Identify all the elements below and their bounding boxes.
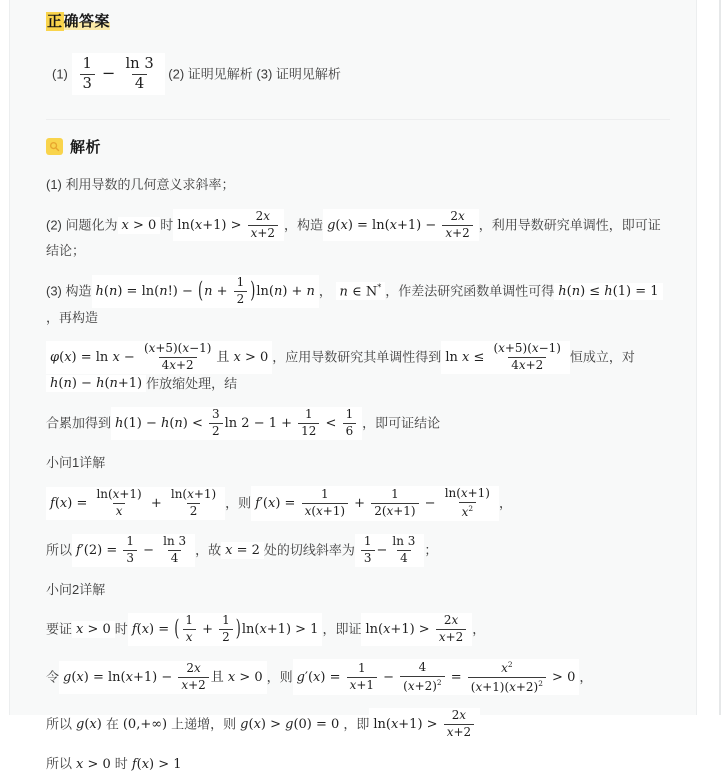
formula: x > 0 <box>118 217 161 234</box>
text-run: 时 <box>114 756 128 772</box>
text-run: 小问1详解 <box>46 454 106 470</box>
text-run: 小问2详解 <box>46 581 106 597</box>
answer-line <box>52 53 670 95</box>
text-run: (1) <box>52 66 72 82</box>
formula: g′(x) = $\frac{1}{x+1}$ − $\frac{4}{(x+2)^2}$ = $\frac{x^2}{(x+1)(x+2)^2}$ > 0 <box>293 659 580 696</box>
text-run: ，则 <box>266 669 293 685</box>
formula: h(n) − h(n+1) <box>46 375 146 392</box>
text-run: 合累加得到 <box>46 415 112 431</box>
text-run: ，即证 <box>322 621 362 637</box>
formula: x = 2 <box>221 542 264 559</box>
text-run: 时 <box>114 621 128 637</box>
analysis-section <box>46 136 670 774</box>
text-run: 作放缩处理，结 <box>146 375 238 391</box>
solution-line <box>46 209 670 262</box>
text-run: ，再构造 <box>46 309 99 325</box>
formula: φ(x) = ln x − $\frac{(x+5)(x-1)}{4x+2}$ 且 x > 0 <box>46 341 272 374</box>
formula: g(x) = ln(x+1) − $\frac{2x}{x+2}$ <box>323 209 479 242</box>
formula: f(x) > 1 <box>128 756 186 773</box>
text-run: 时 <box>160 217 174 233</box>
text-run: ，即可证结论 <box>362 415 441 431</box>
text-run: ，构造 <box>284 217 324 233</box>
text-run: (1) 利用导数的几何意义求斜率； <box>46 177 235 193</box>
text-run: ， <box>579 669 593 685</box>
text-run: ，利用导数研究单调性，即可证结论； <box>46 217 661 259</box>
formula: h(n) = ln(n!) − (n + $\frac{1}{2}$ )ln(n) + n <box>92 275 319 308</box>
formula: g(x) > g(0) = 0 <box>236 716 343 733</box>
section-divider <box>46 119 670 120</box>
answer-title-rest: 确答案 <box>63 13 111 30</box>
solution-line <box>46 175 670 195</box>
formula: ln(x+1) > $\frac{2x}{x+2}$ <box>369 708 480 741</box>
formula: h(1) − h(n) < $\frac{3}{2}$ ln 2 − 1 + $\frac{1}{12}$ < $\frac{1}{6}$ <box>111 407 362 440</box>
text-run: 令 <box>46 669 60 685</box>
solution-line <box>46 708 670 741</box>
solution-line <box>46 580 670 600</box>
text-run: 所以 <box>46 717 73 733</box>
text-run: (3) 构造 <box>46 283 92 299</box>
solution-line <box>46 659 670 696</box>
analysis-header <box>46 136 670 157</box>
text-run: ； <box>424 542 438 558</box>
solution-line <box>46 754 670 774</box>
solution-line <box>46 275 670 328</box>
text-run: ，故 <box>195 542 222 558</box>
solution-line <box>46 486 670 521</box>
text-run: ，则 <box>225 495 252 511</box>
answer-title <box>46 10 670 31</box>
formula: $\frac{1}{3}$ − $\frac{\ln 3}{4}$ <box>355 534 424 567</box>
formula: g(x) <box>72 716 106 733</box>
formula: ln(x+1) > $\frac{2x}{x+2}$ <box>361 613 472 646</box>
text-run: (2) 问题化为 <box>46 217 118 233</box>
answer-section <box>46 10 670 95</box>
solution-line <box>46 341 670 394</box>
text-run: 在 <box>105 717 119 733</box>
right-rail-divider <box>719 0 721 715</box>
text-run: (2) 证明见解析 (3) 证明见解析 <box>164 66 341 82</box>
text-run: 上递增，则 <box>171 717 237 733</box>
text-run: ， <box>498 495 512 511</box>
text-run: ， <box>472 621 486 637</box>
formula: f(x) = ( $\frac{1}{x}$ + $\frac{1}{2}$ )ln(x+1) > 1 <box>128 613 323 646</box>
solution-line <box>46 453 670 473</box>
text-run: 处的切线斜率为 <box>263 542 355 558</box>
formula: (0,+∞) <box>119 716 171 733</box>
text-run: ，应用导数研究其单调性得到 <box>272 349 442 365</box>
formula: h(n) ≤ h(1) = 1 <box>554 283 662 300</box>
formula: ln(x+1) > $\frac{2x}{x+2}$ <box>173 209 284 242</box>
formula: x > 0 <box>72 756 115 773</box>
text-run: ，即 <box>343 717 370 733</box>
formula: $\frac{1}{3}$ − $\frac{\ln 3}{4}$ <box>72 53 165 95</box>
solution-line <box>46 613 670 646</box>
formula: f′(2) = $\frac{1}{3}$ − $\frac{\ln 3}{4}$ <box>72 534 195 567</box>
solution-line <box>46 534 670 567</box>
text-run: ，作差法研究函数单调性可得 <box>385 283 555 299</box>
formula: ln x ≤ $\frac{(x+5)(x-1)}{4x+2}$ <box>441 341 570 374</box>
formula: n ∈ N* <box>336 282 386 300</box>
formula: x > 0 <box>72 621 115 638</box>
content-panel <box>9 0 697 772</box>
analysis-title: 解析 <box>70 139 102 157</box>
analysis-lines <box>46 175 670 774</box>
text-run: 要证 <box>46 621 73 637</box>
formula: f(x) = $\frac{\ln(x+1)}{x}$ + $\frac{\ln(x+1)}{2}$ <box>46 487 225 520</box>
solution-line <box>46 407 670 440</box>
text-run: 所以 <box>46 756 73 772</box>
formula: g(x) = ln(x+1) − $\frac{2x}{x+2}$ 且 x > 0 <box>59 661 267 694</box>
text-run: ， <box>318 283 336 299</box>
answer-title-highlight: 正 <box>47 13 63 30</box>
magnifier-icon <box>46 138 63 155</box>
text-run: 所以 <box>46 542 73 558</box>
text-run: 恒成立，对 <box>569 349 635 365</box>
formula: f′(x) = $\frac{1}{x(x+1)}$ + $\frac{1}{2(x+1)}$ − $\frac{\ln(x+1)}{x^2}$ <box>251 486 499 521</box>
